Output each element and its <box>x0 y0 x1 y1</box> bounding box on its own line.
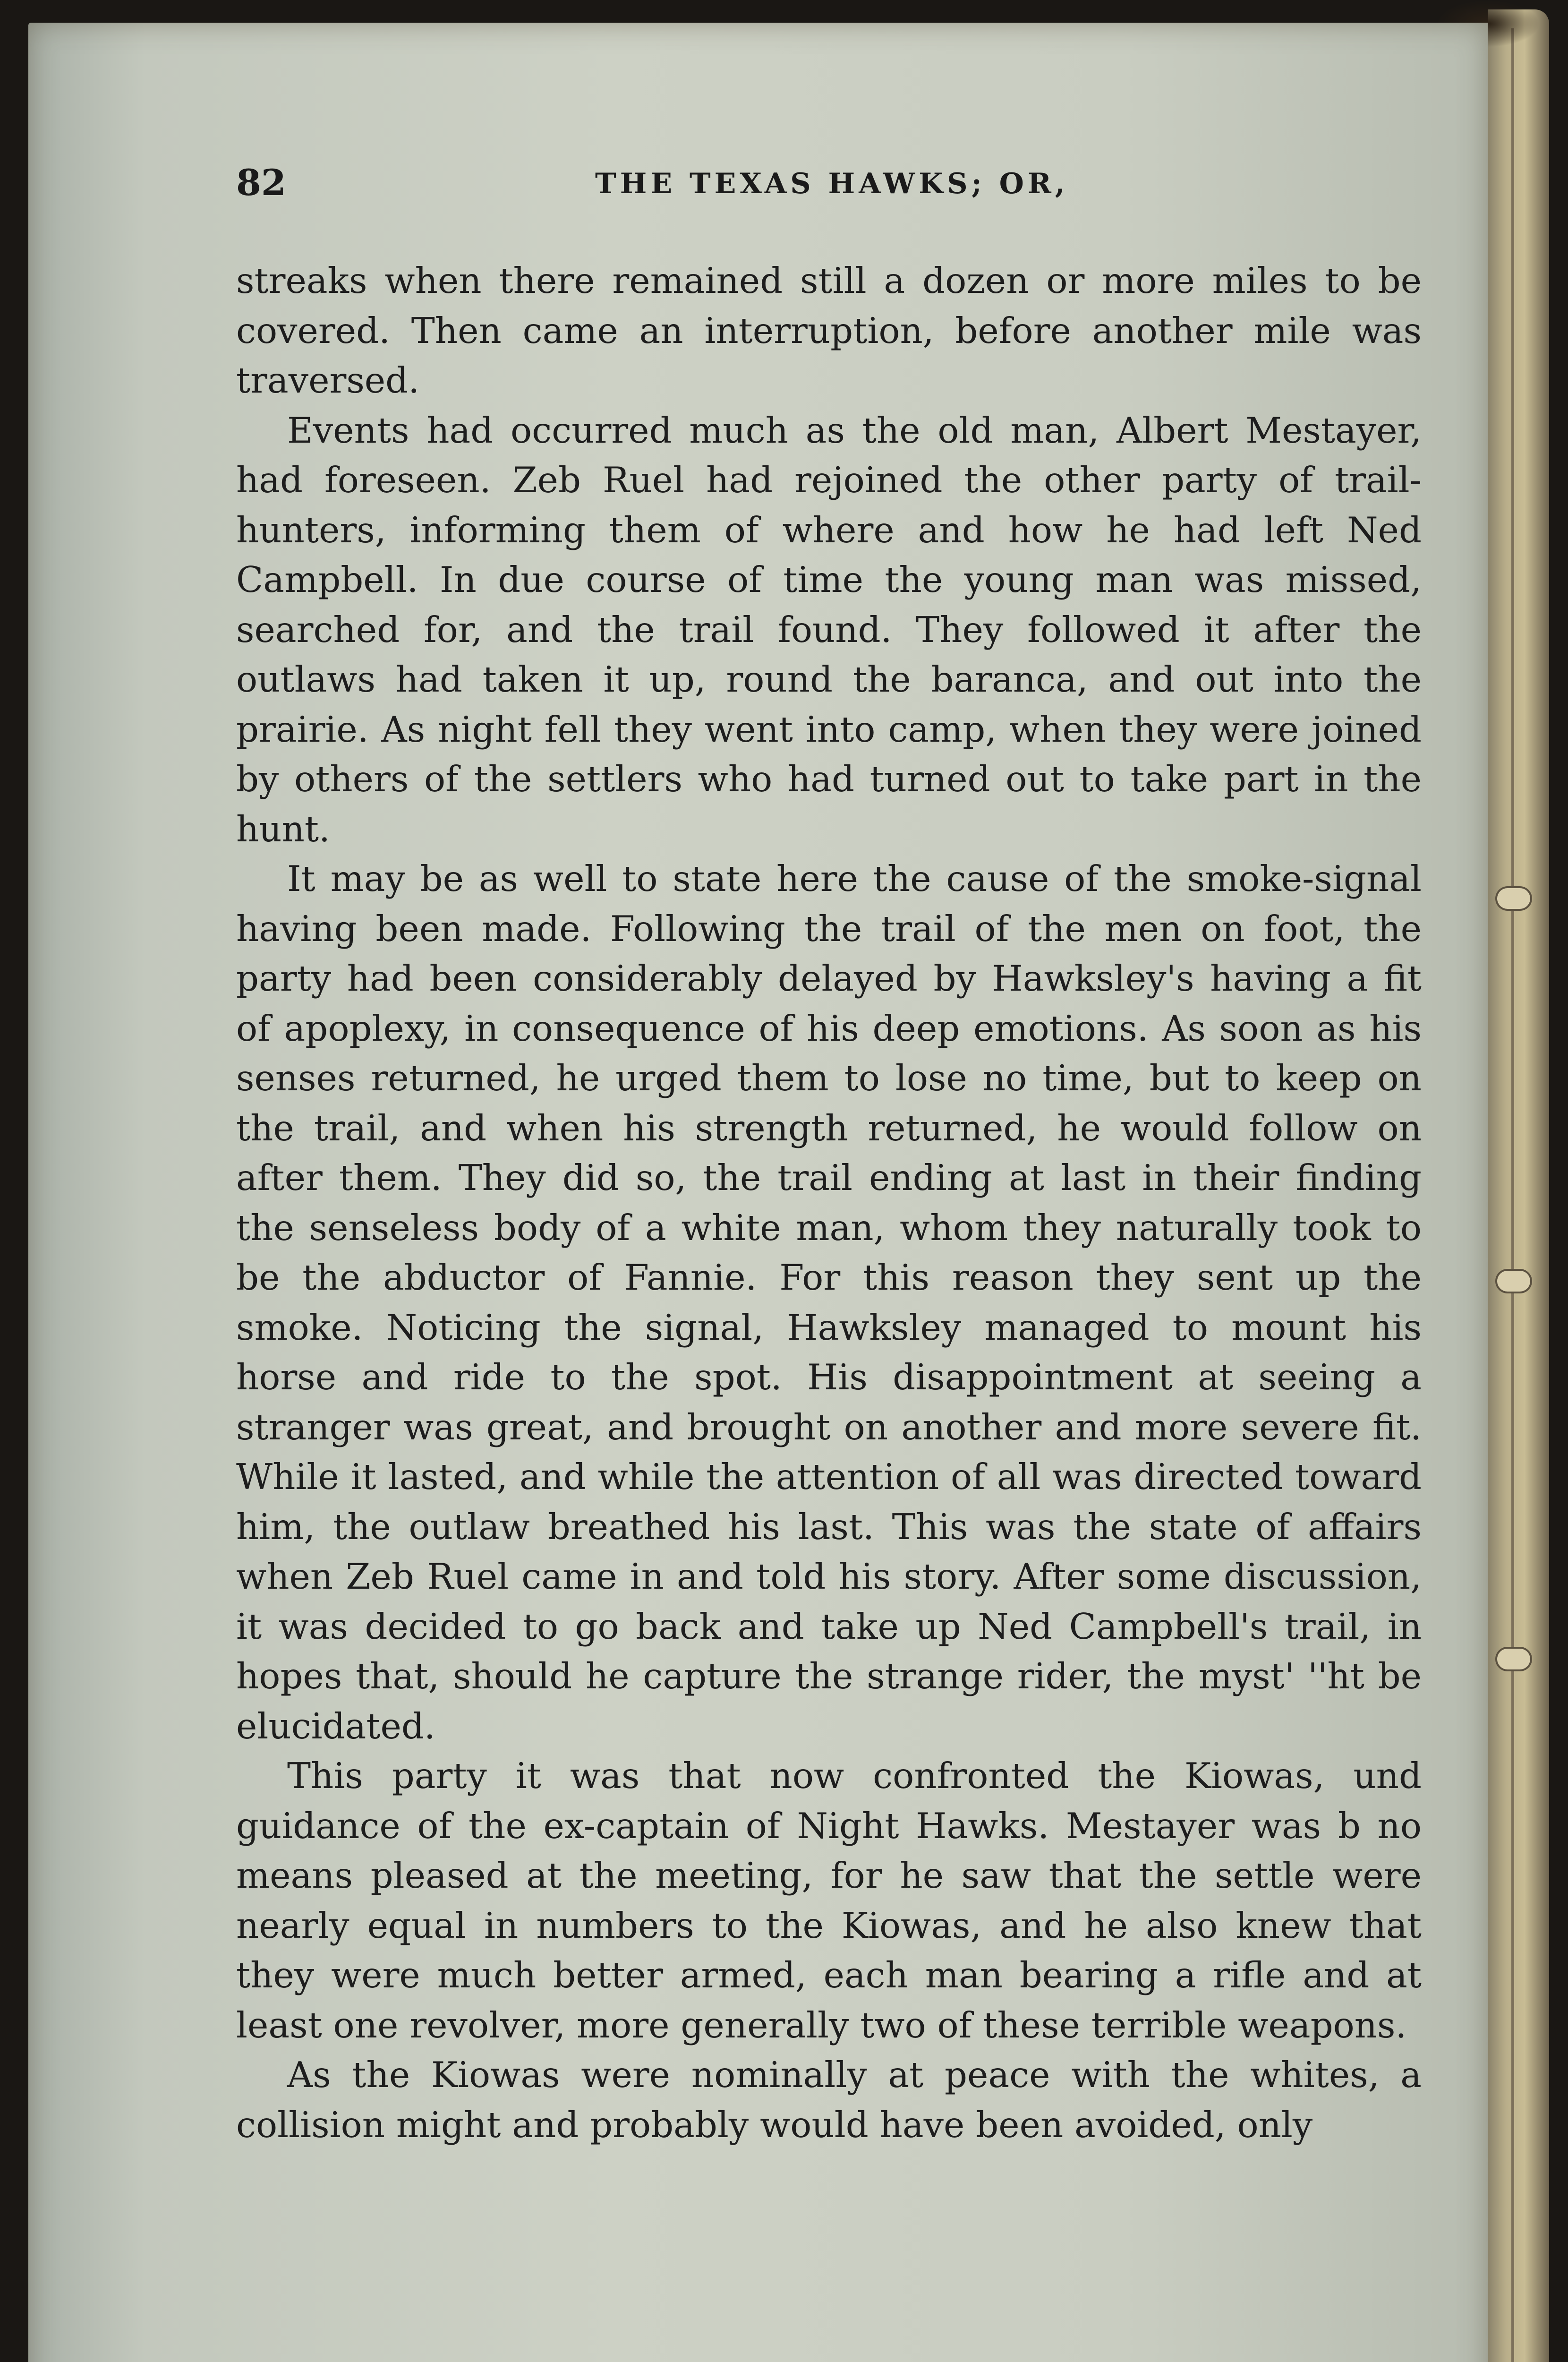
paragraph: Events had occurred much as the old man, Albert Mestayer, had foreseen. Zeb Ruel had rejoined the other party of trail-hunters, informing them of where and how he had left Ned Campbell. In due course of time the young man was missed, searched for, and the trail found. They followed it after the outlaws had taken it up, round the baranca, and out into the prairie. As night fell they went into camp, when they were joined by others of the settlers who had turned out to take part in the hunt. <box>236 409 1422 850</box>
binding-stitch <box>1497 1271 1530 1292</box>
paragraph: streaks when there remained still a dozen or more miles to be covered. Then came an interruption, before another mile was traversed. <box>236 260 1422 401</box>
binding-fold <box>1511 28 1514 2362</box>
page-edge <box>1488 9 1549 2362</box>
body-text <box>236 256 1422 2150</box>
running-head: THE TEXAS HAWKS; OR, <box>595 167 1069 200</box>
page-number: 82 <box>236 162 286 204</box>
paragraph: As the Kiowas were nominally at peace with the whites, a collision might and probably would have been avoided, only <box>236 2054 1422 2146</box>
binding-stitch <box>1497 888 1530 909</box>
paragraph: This party it was that now confronted the Kiowas, und guidance of the ex-captain of Night Hawks. Mestayer was b no means pleased at the meeting, for he saw that the settle were nearly equal in numbers to the Kiowas, and he also knew that they were much better armed, each man bearing a rifle and at least one revolver, more generally two of these terrible weapons. <box>236 1755 1422 2046</box>
page-header <box>236 162 1422 214</box>
paragraph: It may be as well to state here the cause of the smoke-signal having been made. Following the trail of the men on foot, the party had been considerably delayed by Hawksley's having a fit of apoplexy, in consequence of his deep emotions. As soon as his senses returned, he urged them to lose no time, but to keep on the trail, and when his strength returned, he would follow on after them. They did so, the trail ending at last in their finding the senseless body of a white man, whom they naturally took to be the abductor of Fannie. For this reason they sent up the smoke. Noticing the signal, Hawksley managed to mount his horse and ride to the spot. His disappointment at seeing a stranger was great, and brought on another and more severe fit. While it lasted, and while the attention of all was directed toward him, the outlaw breathed his last. This was the state of affairs when Zeb Ruel came in and told his story. After some discussion, it was decided to go back and take up Ned Campbell's trail, in hopes that, should he capture the strange rider, the myst' ''ht be elucidated. <box>236 858 1422 1747</box>
binding-stitch <box>1497 1649 1530 1669</box>
